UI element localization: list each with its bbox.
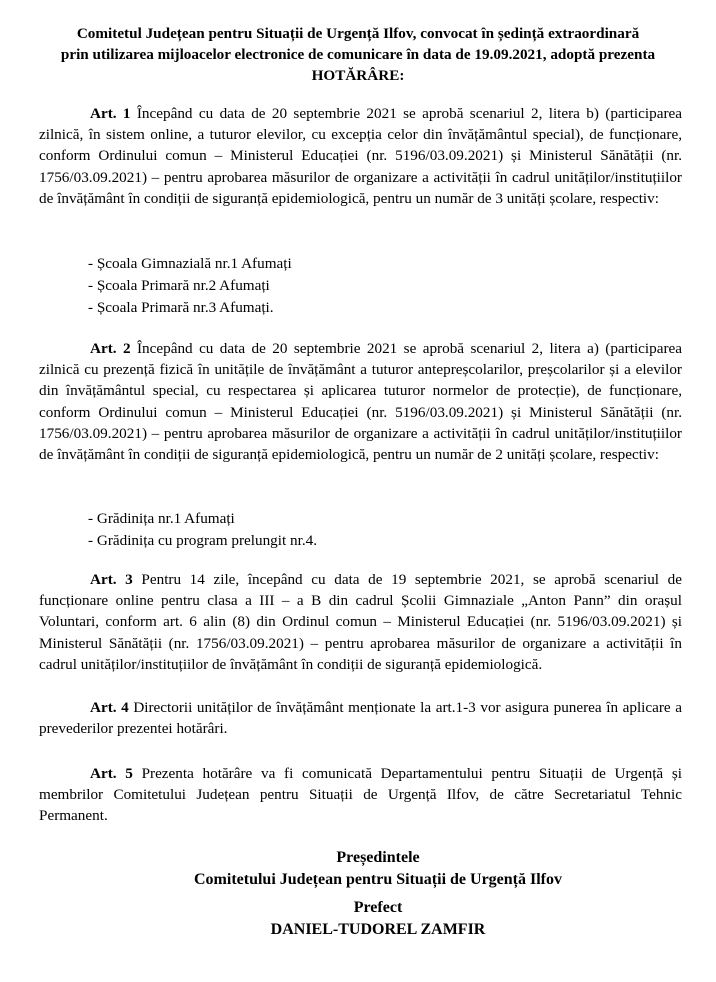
article-5-label: Art. 5 bbox=[90, 765, 133, 782]
article-2-text: Începând cu data de 20 septembrie 2021 se aprobă scenariul 2, litera a) (participarea zilnică cu prezență fizică în unitățile de învățământ a tuturor antepreșcolarilor, preșcolarilor și a elevilor din învățământul special, cu respectarea și aplicarea tuturor normelor de protecție), de funcționare, conform Ordinului comun – Ministerul Educației (nr. 5196/03.09.2021) și Ministerul Sănătății (nr. 1756/03.09.2021) – pentru aprobarea măsurilor de organizare a activității în cadrul unităților/instituțiilor de învățământ în condiții de siguranță epidemiologică, pentru un număr de 2 unități școlare, respectiv: bbox=[39, 340, 683, 464]
header-line-1: Comitetul Județean pentru Situații de Urgență Ilfov, convocat în ședință extraordinară bbox=[76, 25, 640, 42]
header-decision-title: HOTĂRÂRE: bbox=[311, 67, 405, 84]
signature-committee: Comitetului Județean pentru Situații de Urgență Ilfov bbox=[194, 871, 562, 888]
document-header bbox=[30, 23, 686, 86]
signature-title: Prefect bbox=[353, 899, 403, 916]
kindergartens-list bbox=[88, 508, 317, 552]
article-3-text: Pentru 14 zile, începând cu data de 19 septembrie 2021, se aprobă scenariul de funcționare online pentru clasa a III – a B din cadrul Școlii Gimnaziale „Anton Pann” din orașul Voluntari, conform art. 6 alin (8) din Ordinul comun – Ministerul Educației (nr. 5196/03.09.2021) și Ministerul Sănătății (nr. 1756/03.09.2021) – pentru aprobarea măsurilor de organizare a activității în cadrul unităților/instituțiilor de învățământ în condiții de siguranță epidemiologică. bbox=[39, 571, 682, 673]
article-5 bbox=[39, 763, 682, 827]
article-3 bbox=[39, 569, 682, 675]
list-item: - Școala Gimnazială nr.1 Afumați bbox=[88, 255, 292, 272]
article-2-label: Art. 2 bbox=[90, 340, 131, 357]
article-4 bbox=[39, 697, 682, 739]
signature-block bbox=[100, 847, 656, 941]
schools-list bbox=[88, 253, 292, 319]
header-line-2: prin utilizarea mijloacelor electronice de comunicare în data de 19.09.2021, adoptă prezenta bbox=[60, 46, 656, 63]
list-item: - Școala Primară nr.2 Afumați bbox=[88, 277, 270, 294]
article-5-text: Prezenta hotărâre va fi comunicată Departamentului pentru Situații de Urgență și membrilor Comitetului Județean pentru Situații de Urgență Ilfov, de către Secretariatul Tehnic Permanent. bbox=[39, 765, 682, 825]
article-1-text: Începând cu data de 20 septembrie 2021 se aprobă scenariul 2, litera b) (participarea zilnică, în sistem online, a tuturor elevilor, cu excepția celor din învățământul special), de funcționare, conform Ordinului comun – Ministerul Educației (nr. 5196/03.09.2021) și Ministerul Sănătății (nr. 1756/03.09.2021) – pentru aprobarea măsurilor de organizare a activității în cadrul unităților/instituțiilor de învățământ în condiții de siguranță epidemiologică, pentru un număr de 3 unități școlare, respectiv: bbox=[39, 105, 682, 207]
list-item: - Grădinița nr.1 Afumați bbox=[88, 510, 235, 527]
signature-name: DANIEL-TUDOREL ZAMFIR bbox=[270, 921, 486, 938]
article-2 bbox=[39, 338, 682, 465]
article-4-text: Directorii unităților de învățământ menționate la art.1-3 vor asigura punerea în aplicare a prevederilor prezentei hotărâri. bbox=[39, 699, 682, 738]
article-4-label: Art. 4 bbox=[90, 699, 129, 716]
article-1 bbox=[39, 103, 682, 209]
article-1-label: Art. 1 bbox=[90, 105, 131, 122]
article-3-label: Art. 3 bbox=[90, 571, 133, 588]
list-item: - Școala Primară nr.3 Afumați. bbox=[88, 299, 274, 316]
signature-role: Președintele bbox=[336, 849, 420, 866]
list-item: - Grădinița cu program prelungit nr.4. bbox=[88, 532, 318, 549]
